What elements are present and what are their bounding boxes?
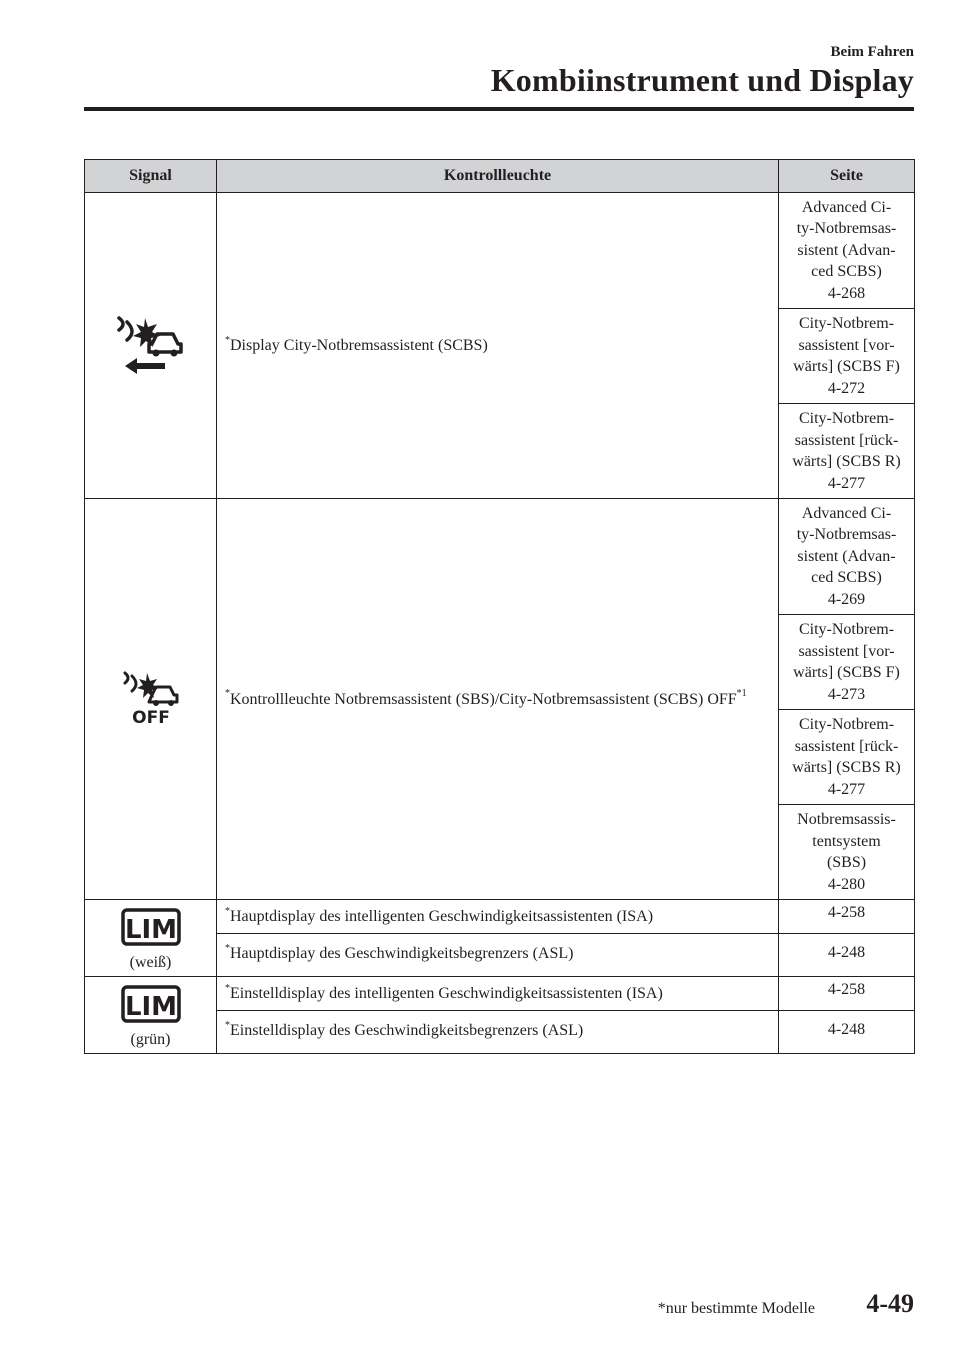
footnote-marker: * — [225, 943, 230, 955]
column-header-seite: Seite — [779, 160, 915, 193]
signal-table — [84, 159, 915, 1054]
lim-icon — [121, 908, 181, 946]
footnote-marker: * — [225, 905, 230, 917]
indicator-description: Hauptdisplay des intelligenten Geschwindigkeitsassistenten (ISA) — [230, 908, 654, 925]
signal-cell — [85, 193, 217, 499]
indicator-description: Display City-Notbremsassistent (SCBS) — [230, 337, 488, 354]
page-reference: Advanced Ci- ty-Notbremsas- sistent (Advan- ced SCBS) 4-268 — [779, 193, 915, 309]
signal-cell — [85, 977, 217, 1054]
page-reference: 4-258 — [779, 900, 915, 934]
page-reference: City-Notbrem- sassistent [rück- wärts] (SCBS R) 4-277 — [779, 710, 915, 805]
footnote-legend: *nur bestimmte Modelle — [657, 1300, 815, 1317]
description-cell — [217, 499, 779, 900]
footnote-marker: * — [225, 688, 230, 700]
description-cell — [217, 977, 779, 1011]
table-row — [85, 193, 915, 309]
indicator-description: Hauptdisplay des Geschwindigkeitsbegrenzers (ASL) — [230, 945, 574, 963]
table-row — [85, 499, 915, 615]
scbs-off-icon — [121, 669, 181, 725]
page-reference: 4-248 — [779, 1011, 915, 1054]
lim-label: LIM — [124, 992, 177, 1022]
page-reference: 4-248 — [779, 934, 915, 977]
off-label: OFF — [131, 707, 170, 725]
table-row — [85, 977, 915, 1011]
footnote-marker: * — [225, 982, 230, 994]
signal-cell — [85, 499, 217, 900]
indicator-description: Kontrollleuchte Notbremsassistent (SBS)/City-Notbremsassistent (SCBS) OFF — [230, 690, 737, 708]
signal-cell — [85, 900, 217, 977]
header-rule — [84, 107, 914, 111]
table-row — [85, 900, 915, 934]
page-reference: Advanced Ci- ty-Notbremsas- sistent (Advan- ced SCBS) 4-269 — [779, 499, 915, 615]
footnote-marker: * — [225, 1020, 230, 1032]
page-number: 4-49 — [866, 1289, 914, 1318]
page-title: Kombiinstrument und Display — [490, 62, 914, 98]
footnote-marker: * — [225, 334, 230, 346]
description-cell — [217, 193, 779, 499]
table-header-row — [85, 160, 915, 193]
page-reference: City-Notbrem- sassistent [vor- wärts] (SCBS F) 4-273 — [779, 615, 915, 710]
column-header-signal: Signal — [85, 160, 217, 193]
scbs-display-icon — [115, 312, 187, 374]
column-header-kontrollleuchte: Kontrollleuchte — [217, 160, 779, 193]
page-reference: City-Notbrem- sassistent [vor- wärts] (SCBS F) 4-272 — [779, 309, 915, 404]
description-cell — [217, 900, 779, 934]
description-cell — [217, 934, 779, 977]
indicator-description: Einstelldisplay des Geschwindigkeitsbegrenzers (ASL) — [230, 1022, 584, 1040]
lim-icon — [121, 985, 181, 1023]
page-reference: City-Notbrem- sassistent [rück- wärts] (SCBS R) 4-277 — [779, 404, 915, 499]
color-caption: (weiß) — [129, 954, 172, 971]
description-cell — [217, 1011, 779, 1054]
page-reference: 4-258 — [779, 977, 915, 1011]
footnote-reference: *1 — [736, 688, 747, 700]
color-caption: (grün) — [130, 1031, 171, 1048]
lim-label: LIM — [124, 915, 177, 945]
section-label: Beim Fahren — [830, 44, 914, 60]
page-reference: Notbremsassis- tentsystem (SBS) 4-280 — [779, 805, 915, 900]
indicator-description: Einstelldisplay des intelligenten Geschwindigkeitsassistenten (ISA) — [230, 985, 663, 1002]
